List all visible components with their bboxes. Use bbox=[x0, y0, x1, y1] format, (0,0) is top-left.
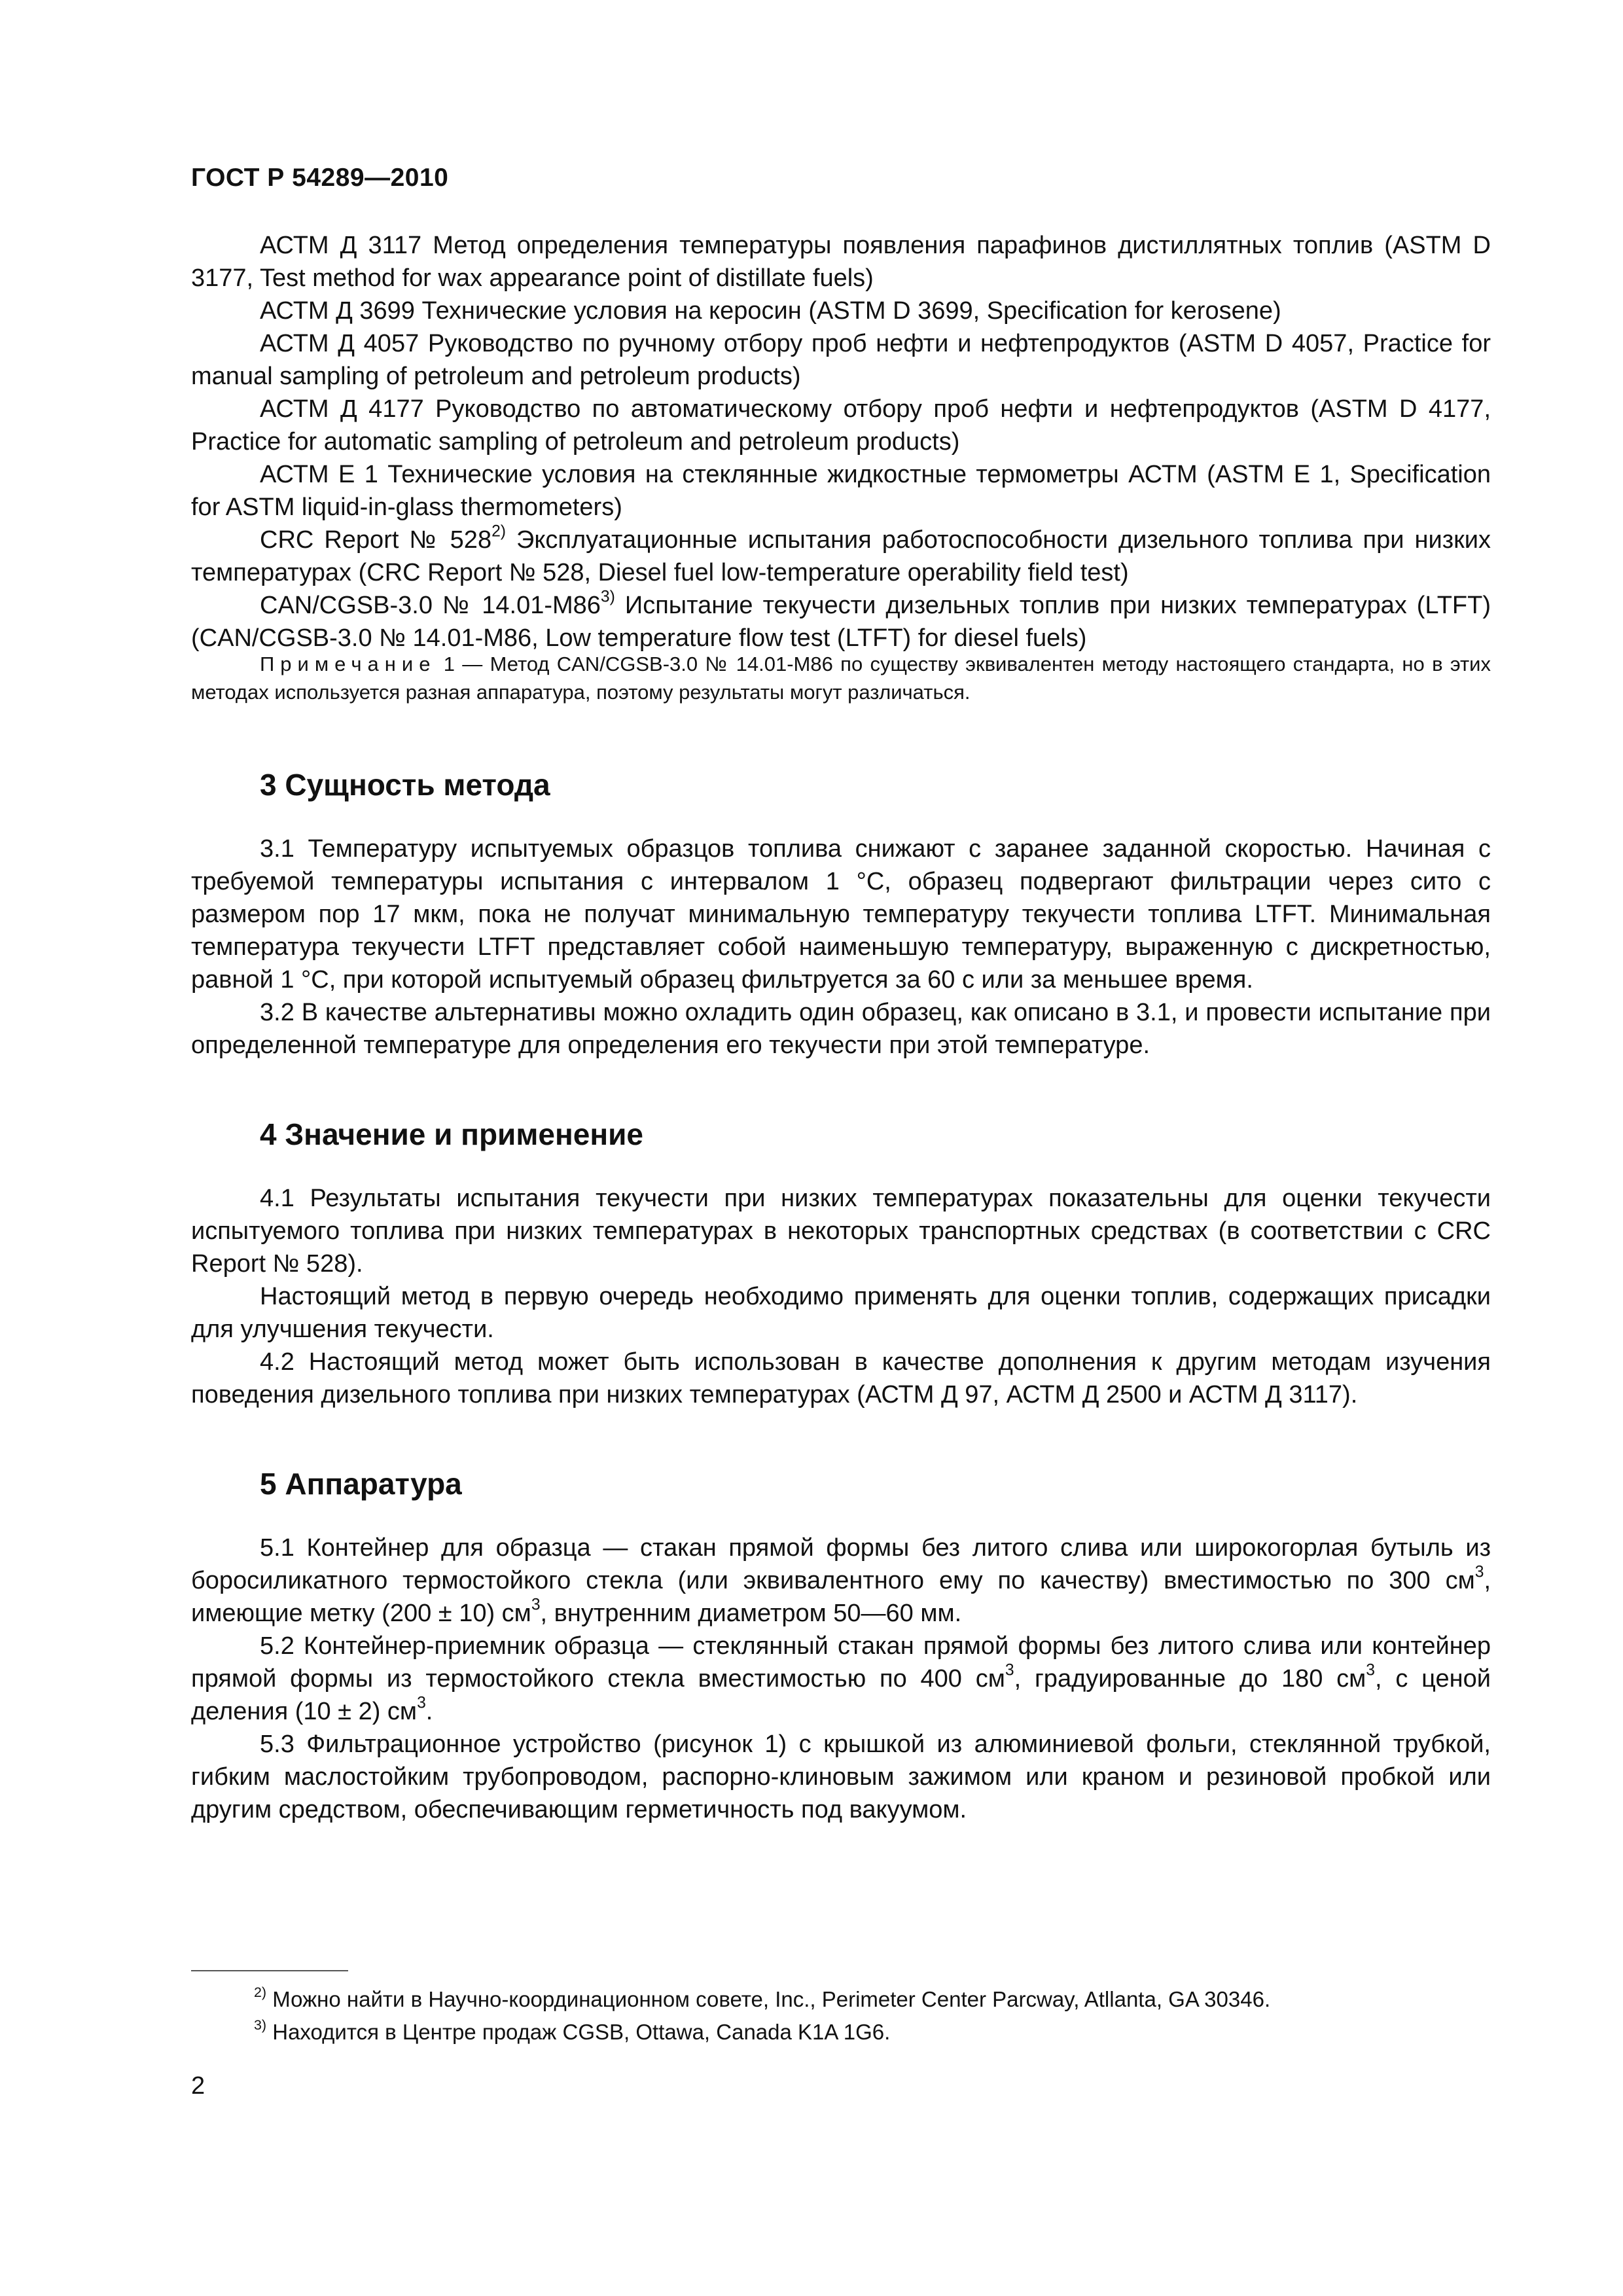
superscript-3: 3 bbox=[531, 1596, 541, 1614]
footnotes bbox=[254, 1983, 1484, 2049]
paragraph: 5.3 Фильтрационное устройство (рисунок 1) с крышкой из алюминиевой фольги, стеклянной трубкой, гибким маслостойким трубопроводом, распорно-клиновым зажимом или краном и резиновой пробкой или другим средством, обеспечивающим герметичность под вакуумом. bbox=[191, 1731, 1491, 1823]
paragraph: 4.1 Результаты испытания текучести при низких температурах показательны для оценки текучести испытуемого топлива при низких температурах в некоторых транспортных средствах (в соответствии с CRC Report № 528). bbox=[191, 1185, 1491, 1278]
paragraph: 4.2 Настоящий метод может быть использован в качестве дополнения к другим методам изучения поведения дизельного топлива при низких температурах (АСТМ Д 97, АСТМ Д 2500 и АСТМ Д 3117). bbox=[191, 1348, 1491, 1408]
section-4-title: 4 Значение и применение bbox=[260, 1117, 643, 1151]
document-code: ГОСТ Р 54289—2010 bbox=[191, 164, 449, 192]
footnote-divider bbox=[191, 1970, 348, 1971]
footnote: $^{3)}$ Находится в Центре продаж CGSB, Ottawa, Canada K1A 1G6. bbox=[254, 2017, 891, 2044]
footnote-mark: 3) bbox=[600, 588, 615, 606]
paragraph: 3.1 Температуру испытуемых образцов топлива снижают с заранее заданной скоростью. Начиная с требуемой температуры испытания с интервалом 1 °С, образец подвергают фильтрации через сито с размером пор 17 мкм, пока не получат минимальную температуру текучести топлива LTFT. Минимальная температура текучести LTFT представляет собой наименьшую температуру, выраженную с дискретностью, равной 1 °С, при которой испытуемый образец фильтруется за 60 с или за меньшее время. bbox=[191, 835, 1491, 994]
reference-item: АСТМ Е 1 Технические условия на стеклянные жидкостные термометры АСТМ (ASTM E 1, Specification for ASTM liquid-in-glass thermometers) bbox=[191, 461, 1491, 521]
page-number: 2 bbox=[191, 2072, 205, 2100]
footnote-mark: 2) bbox=[491, 522, 507, 541]
reference-item: АСТМ Д 3699 Технические условия на керосин (ASTM D 3699, Specification for kerosene) bbox=[260, 297, 1281, 325]
reference-item: АСТМ Д 3117 Метод определения температуры появления парафинов дистиллятных топлив (ASTM D 3177, Test method for wax appearance point of distillate fuels) bbox=[191, 232, 1491, 292]
superscript-3: 3 bbox=[1005, 1661, 1014, 1679]
footnote-mark: 2) bbox=[254, 1984, 267, 2000]
reference-name: CRC Report № 528 bbox=[260, 526, 492, 554]
section-3-body bbox=[191, 833, 1491, 1062]
superscript-3: 3 bbox=[1474, 1563, 1484, 1581]
note-label: Примечание bbox=[260, 653, 437, 675]
paragraph: 3.2 В качестве альтернативы можно охладить один образец, как описано в 3.1, и провести испытание при определенной температуре для определения его текучести при этой температуре. bbox=[191, 999, 1491, 1059]
section-3-title: 3 Сущность метода bbox=[260, 768, 550, 802]
note-text: 1 — Метод CAN/CGSB-3.0 № 14.01-M86 по существу эквивалентен методу настоящего стандарта, но в этих методах используется разная аппаратура, поэтому результаты могут различаться. bbox=[191, 653, 1491, 704]
reference-item: АСТМ Д 4177 Руководство по автоматическому отбору проб нефти и нефтепродуктов (ASTM D 4177, Practice for automatic sampling of petroleum and petroleum products) bbox=[191, 395, 1491, 456]
footnote: $^{2)}$ Можно найти в Научно-координационном совете, Inc., Perimeter Center Parcway, Atllanta, GA 30346. bbox=[254, 1984, 1271, 2011]
paragraph: Настоящий метод в первую очередь необходимо применять для оценки топлив, содержащих присадки для улучшения текучести. bbox=[191, 1283, 1491, 1343]
superscript-3: 3 bbox=[1366, 1661, 1376, 1679]
reference-text: Испытание текучести дизельных топлив при низких температурах (LTFT) (CAN/CGSB-3.0 № 14.01-M86, Low temperature flow test (LTFT) for diesel fuels) bbox=[191, 592, 1491, 652]
reference-item: АСТМ Д 4057 Руководство по ручному отбору проб нефти и нефтепродуктов (ASTM D 4057, Practice for manual sampling of petroleum and petroleum products) bbox=[191, 330, 1491, 390]
reference-name: CAN/CGSB-3.0 № 14.01-M86 bbox=[260, 592, 601, 619]
section-5-body bbox=[191, 1532, 1491, 1826]
references-list bbox=[191, 229, 1491, 655]
footnote-mark: 3) bbox=[254, 2017, 267, 2033]
superscript-3: 3 bbox=[417, 1694, 426, 1712]
reference-item-cgsb bbox=[191, 589, 1491, 655]
reference-text: Эксплуатационные испытания работоспособности дизельного топлива при низких температурах (CRC Report № 528, Diesel fuel low-temperature operability field test) bbox=[191, 526, 1491, 586]
note bbox=[191, 650, 1491, 706]
section-4-body bbox=[191, 1182, 1491, 1411]
paragraph: 5.1 Контейнер для образца — стакан прямой формы без литого слива или широкогорлая бутыль из боросиликатного термостойкого стекла (или эквивалентного ему по качеству) вместимостью по 300 $см^3$, имеющие метку (200 ± 10) $см^3$, внутренним диаметром 50—60 мм. bbox=[191, 1534, 1491, 1627]
reference-item-crc bbox=[191, 524, 1491, 589]
section-5-title: 5 Аппаратура bbox=[260, 1467, 462, 1501]
paragraph: 5.2 Контейнер-приемник образца — стеклянный стакан прямой формы без литого слива или контейнер прямой формы из термостойкого стекла вместимостью по 400 $см^3$, градуированные до 180 $см^3$, с ценой деления (10 ± 2) $см^3$. bbox=[191, 1632, 1491, 1725]
